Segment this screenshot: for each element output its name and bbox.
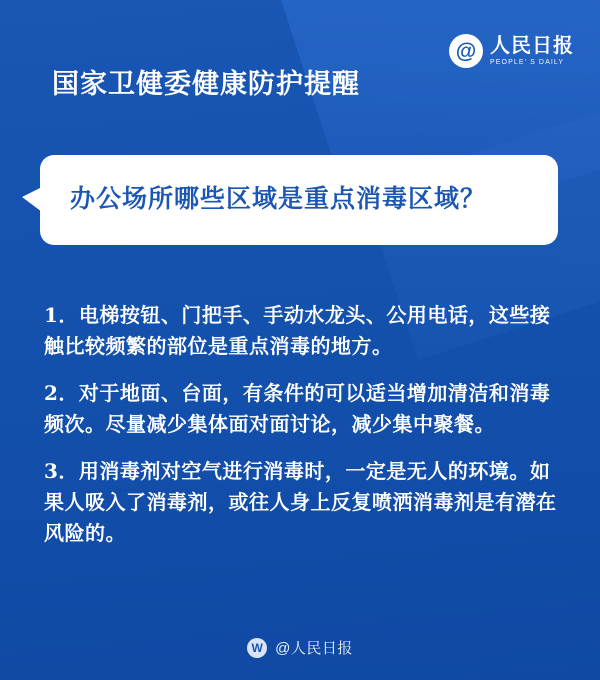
bubble-tail-icon xyxy=(22,185,46,215)
answer-item: 2．对于地面、台面，有条件的可以适当增加清洁和消毒频次。尽量减少集体面对面讨论，减少集中聚餐。 xyxy=(44,381,551,436)
footer-account: @人民日报 xyxy=(275,640,353,657)
brand-logo-text xyxy=(490,36,574,66)
answer-item: 3．用消毒剂对空气进行消毒时，一定是无人的环境。如果人吸入了消毒剂，或往人身上反复喷洒消毒剂是有潜在风险的。 xyxy=(44,459,557,545)
brand-name-cn: 人民日报 xyxy=(490,35,574,57)
answer-list xyxy=(44,300,560,565)
footer xyxy=(0,637,600,658)
question-bubble xyxy=(40,155,558,245)
question-text: 办公场所哪些区域是重点消毒区域？ xyxy=(70,184,487,213)
brand-name-en: PEOPLE' S DAILY xyxy=(490,59,565,66)
brand-logo xyxy=(449,34,574,68)
answer-item: 1．电梯按钮、门把手、手动水龙头、公用电话，这些接触比较频繁的部位是重点消毒的地方。 xyxy=(44,303,551,358)
page-title: 国家卫健委健康防护提醒 xyxy=(52,69,360,100)
question-bubble-body xyxy=(40,155,558,245)
at-sign-icon: @ xyxy=(449,34,483,68)
weibo-icon: W xyxy=(247,638,267,658)
